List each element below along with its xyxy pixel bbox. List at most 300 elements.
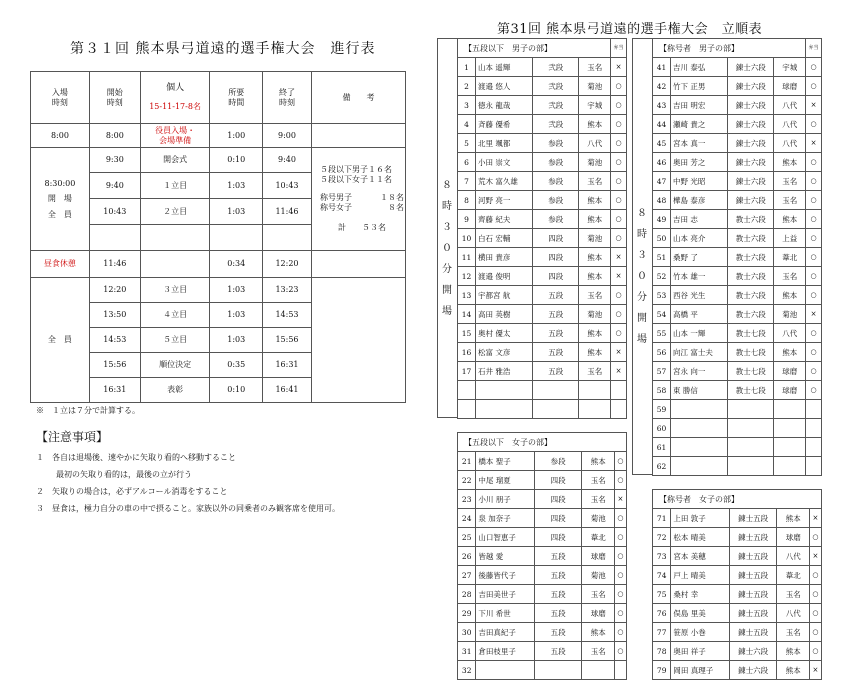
- entry-number: 45: [653, 134, 671, 153]
- entry-prefecture: 熊本: [774, 343, 806, 362]
- entry-rank: 弐段: [532, 115, 578, 134]
- entry-name: 小川 朋子: [476, 490, 534, 509]
- entry-prefecture: 球磨: [774, 381, 806, 400]
- entry-name: 河野 亮一: [475, 191, 532, 210]
- entry-row: [458, 509, 627, 528]
- entry-row: [653, 191, 822, 210]
- entry-rank: 錬士六段: [727, 134, 773, 153]
- entry-lunch-mark: ○: [809, 528, 821, 547]
- entry-rank: 四段: [532, 248, 578, 267]
- entry-row: [653, 604, 822, 623]
- entry-prefecture: 玉名: [582, 471, 614, 490]
- entry-prefecture: [774, 457, 806, 476]
- entry-prefecture: 八代: [774, 96, 806, 115]
- entry-row: [458, 248, 627, 267]
- entry-rank: 教士六段: [727, 248, 773, 267]
- entry-prefecture: 玉名: [579, 172, 611, 191]
- entry-number: 29: [458, 604, 476, 623]
- entry-prefecture: [774, 419, 806, 438]
- start-cell: 12:20: [89, 278, 140, 303]
- entry-number: 48: [653, 191, 671, 210]
- entry-lunch-mark: ○: [614, 642, 626, 661]
- entry-row: [653, 343, 822, 362]
- entry-prefecture: 熊本: [579, 210, 611, 229]
- entry-number: 21: [458, 452, 476, 471]
- entry-rank: 錬士五段: [729, 623, 777, 642]
- entry-row: [653, 210, 822, 229]
- entry-number: 28: [458, 585, 476, 604]
- entry-rank: 弐段: [532, 96, 578, 115]
- entry-row: [458, 96, 627, 115]
- entry-name: 泉 加奈子: [476, 509, 534, 528]
- end-cell: 9:40: [263, 148, 312, 173]
- entry-name: 吉田真紀子: [476, 623, 534, 642]
- entry-row: [653, 267, 822, 286]
- entry-number: 6: [458, 153, 476, 172]
- entry-name: 瀬崎 貴之: [670, 115, 727, 134]
- entry-number: 76: [653, 604, 671, 623]
- entry-row: [653, 585, 822, 604]
- entry-row: [653, 153, 822, 172]
- order-title: 第31回 熊本県弓道遠的選手権大会 立順表: [497, 22, 763, 37]
- entry-prefecture: 熊本: [579, 191, 611, 210]
- entry-row: [458, 490, 627, 509]
- remarks-count-row: [320, 203, 404, 213]
- entry-lunch-mark: ×: [611, 248, 627, 267]
- entry-lunch-mark: ○: [806, 267, 822, 286]
- entry-number: 32: [458, 661, 476, 680]
- header-required-time: 所要 時間: [210, 72, 263, 124]
- entry-prefecture: [579, 381, 611, 400]
- entry-number: 16: [458, 343, 476, 362]
- entry-lunch-mark: ○: [614, 471, 626, 490]
- band-char: ８: [442, 179, 452, 191]
- caution-item: １ 各自は退場後、速やかに矢取り看的へ移動すること: [36, 453, 236, 462]
- entry-lunch-mark: [806, 438, 822, 457]
- entry-number: 56: [653, 343, 671, 362]
- entry-row: [653, 362, 822, 381]
- entry-prefecture: 菊池: [579, 305, 611, 324]
- event-cell: [140, 251, 210, 278]
- entry-lunch-mark: ×: [809, 661, 821, 680]
- entry-lunch-mark: ○: [806, 229, 822, 248]
- entry-rank: 四段: [534, 528, 582, 547]
- entry-name: 吉川 泰弘: [670, 58, 727, 77]
- entry-rank: 五段: [532, 343, 578, 362]
- entry-number: 13: [458, 286, 476, 305]
- entry-number: 62: [653, 457, 671, 476]
- entry-rank: 五段: [534, 585, 582, 604]
- entry-rank: 五段: [534, 547, 582, 566]
- entry-prefecture: [579, 400, 611, 419]
- entry-row: [458, 229, 627, 248]
- entry-number: 3: [458, 96, 476, 115]
- entry-lunch-mark: ○: [809, 604, 821, 623]
- entry-name: 高橋 平: [670, 305, 727, 324]
- entry-number: 74: [653, 566, 671, 585]
- opening-time-text: [437, 175, 457, 322]
- entry-rank: 教士六段: [727, 267, 773, 286]
- entry-lunch-mark: [806, 457, 822, 476]
- entry-name: 下川 希世: [476, 604, 534, 623]
- entry-rank: 参段: [532, 134, 578, 153]
- entry-prefecture: 宇城: [579, 96, 611, 115]
- entry-row: [653, 324, 822, 343]
- remarks-count-label: 称号男子: [319, 193, 352, 202]
- band-char: 開: [637, 313, 647, 324]
- entry-name: [476, 661, 534, 680]
- entry-rank: 五段: [534, 642, 582, 661]
- entry-lunch-mark: ○: [806, 191, 822, 210]
- remarks-line: ５段以下男子１６名: [319, 165, 392, 174]
- entry-number: 46: [653, 153, 671, 172]
- mark-header: 弁当: [806, 39, 822, 58]
- entry-rank: 五段: [532, 362, 578, 381]
- entry-prefecture: 玉名: [777, 585, 809, 604]
- entry-rank: 教士六段: [727, 229, 773, 248]
- entry-row: [653, 248, 822, 267]
- entry-prefecture: 熊本: [774, 210, 806, 229]
- required-cell: 0:10: [210, 378, 263, 403]
- entry-rank: 参段: [532, 153, 578, 172]
- entry-rank: 参段: [532, 210, 578, 229]
- entry-name: 竹本 雄一: [670, 267, 727, 286]
- entry-number: 8: [458, 191, 476, 210]
- band-char: 開: [442, 284, 452, 296]
- entry-row: [653, 58, 822, 77]
- entry-lunch-mark: [614, 661, 626, 680]
- entry-number: 49: [653, 210, 671, 229]
- entry-row: [458, 267, 627, 286]
- entry-prefecture: 玉名: [777, 623, 809, 642]
- entry-row: [458, 362, 627, 381]
- entry-number: 42: [653, 77, 671, 96]
- entry-row: [653, 400, 822, 419]
- entry-number: 52: [653, 267, 671, 286]
- entry-name: 西谷 光生: [670, 286, 727, 305]
- entry-name: 宮永 向一: [670, 362, 727, 381]
- band-char: ０: [442, 242, 452, 254]
- entry-name: 山口智恵子: [476, 528, 534, 547]
- entry-number: 14: [458, 305, 476, 324]
- entry-lunch-mark: ○: [809, 623, 821, 642]
- entry-lunch-mark: ○: [809, 585, 821, 604]
- entry-name: [670, 438, 727, 457]
- band-char: ３: [637, 250, 647, 261]
- entry-rank: 弐段: [532, 58, 578, 77]
- entry-number: 4: [458, 115, 476, 134]
- group-title: 【五段以下 女子の部】: [458, 433, 627, 452]
- entry-name: 桑村 幸: [671, 585, 729, 604]
- entry-lunch-mark: [611, 400, 627, 419]
- header-entry-time: 入場 時刻: [31, 72, 90, 124]
- entry-number: 1: [458, 58, 476, 77]
- entry-lunch-mark: ×: [611, 362, 627, 381]
- entry-number: 61: [653, 438, 671, 457]
- entry-number: 75: [653, 585, 671, 604]
- event-cell: 順位決定: [140, 353, 210, 378]
- group-title: 【五段以下 男子の部】: [458, 39, 611, 58]
- entry-number: 24: [458, 509, 476, 528]
- entry-rank: 錬士六段: [727, 153, 773, 172]
- entry-row: [653, 661, 822, 680]
- entry-row: [653, 547, 822, 566]
- remarks-total: 計 ５３名: [337, 223, 386, 232]
- entry-rank: 教士六段: [727, 210, 773, 229]
- entry-row: [458, 172, 627, 191]
- entry-rank: 五段: [532, 324, 578, 343]
- entry-prefecture: 球磨: [774, 362, 806, 381]
- entry-prefecture: 宇城: [774, 58, 806, 77]
- entry-prefecture: 菊池: [579, 77, 611, 96]
- end-cell: 11:46: [263, 199, 312, 225]
- required-cell: 1:03: [210, 173, 263, 199]
- entry-row: [458, 191, 627, 210]
- event-cell: ４立目: [140, 303, 210, 328]
- required-cell: 0:34: [210, 251, 263, 278]
- entry-table: [457, 432, 627, 680]
- entry-number: 50: [653, 229, 671, 248]
- entry-rank: [532, 400, 578, 419]
- entry-row: [653, 286, 822, 305]
- entry-lunch-mark: ○: [806, 77, 822, 96]
- event-cell: 表彰: [140, 378, 210, 403]
- entry-number: 47: [653, 172, 671, 191]
- entry-rank: 教士七段: [727, 343, 773, 362]
- schedule-title: 第３１回 熊本県弓道遠的選手権大会 進行表: [70, 41, 376, 57]
- end-cell: 15:56: [263, 328, 312, 353]
- entry-row: [653, 419, 822, 438]
- entry-number: 10: [458, 229, 476, 248]
- entry-lunch-mark: [611, 381, 627, 400]
- entry-name: 中尾 瑠夏: [476, 471, 534, 490]
- entry-name: 松本 晴美: [671, 528, 729, 547]
- event-cell: ３立目: [140, 278, 210, 303]
- end-cell: 10:43: [263, 173, 312, 199]
- entry-name: [475, 400, 532, 419]
- entry-number: 72: [653, 528, 671, 547]
- entry-row: [458, 547, 627, 566]
- entry-rank: 四段: [534, 509, 582, 528]
- entry-rank: 五段: [534, 623, 582, 642]
- entry-name: 桑野 了: [670, 248, 727, 267]
- entry-rank: 教士六段: [727, 305, 773, 324]
- entry-prefecture: 玉名: [774, 191, 806, 210]
- end-cell: 16:31: [263, 353, 312, 378]
- end-cell: 16:41: [263, 378, 312, 403]
- opening-time-text: [632, 203, 652, 350]
- entry-name: 松富 文彦: [475, 343, 532, 362]
- entry-rank: 教士七段: [727, 381, 773, 400]
- entry-prefecture: 玉名: [774, 267, 806, 286]
- remarks-cell: [311, 124, 405, 148]
- entry-number: 25: [458, 528, 476, 547]
- entry-table: [652, 489, 822, 680]
- required-cell: 0:10: [210, 148, 263, 173]
- start-cell: [89, 225, 140, 251]
- entry-name: 橋本 聖子: [476, 452, 534, 471]
- entry-number: 79: [653, 661, 671, 680]
- entry-lunch-mark: ○: [806, 381, 822, 400]
- entry-name: 笹原 小巻: [671, 623, 729, 642]
- entry-row: [458, 661, 627, 680]
- entry-lunch-mark: ○: [806, 115, 822, 134]
- entry-row: [458, 115, 627, 134]
- entry-name: [670, 400, 727, 419]
- entry-number: 12: [458, 267, 476, 286]
- entry-rank: 錬士六段: [729, 642, 777, 661]
- entry-number: 11: [458, 248, 476, 267]
- entry-rank: 五段: [534, 604, 582, 623]
- entry-name: 宇都宮 航: [475, 286, 532, 305]
- entry-number: 30: [458, 623, 476, 642]
- entry-name: 後藤皆代子: [476, 566, 534, 585]
- entry-prefecture: 菊池: [579, 229, 611, 248]
- entry-number: 55: [653, 324, 671, 343]
- entry-rank: 五段: [532, 286, 578, 305]
- entry-row: [458, 623, 627, 642]
- entry-number: 73: [653, 547, 671, 566]
- entry-name: 山本 一輝: [670, 324, 727, 343]
- required-cell: 1:00: [210, 124, 263, 148]
- entry-prefecture: 菊池: [579, 153, 611, 172]
- entry-row: [458, 604, 627, 623]
- entry-name: 向江 富士夫: [670, 343, 727, 362]
- entry-name: 白石 宏輔: [475, 229, 532, 248]
- entry-rank: 錬士六段: [729, 661, 777, 680]
- required-cell: 0:35: [210, 353, 263, 378]
- entry-lunch-mark: ○: [614, 623, 626, 642]
- entry-prefecture: 葦北: [774, 248, 806, 267]
- entry-lunch-mark: ○: [611, 77, 627, 96]
- entry-row: [458, 471, 627, 490]
- entry-lunch-mark: ○: [614, 509, 626, 528]
- entry-name: 小田 崇文: [475, 153, 532, 172]
- entry-rank: 錬士五段: [729, 528, 777, 547]
- entry-number: 23: [458, 490, 476, 509]
- entry-name: 倉田枝里子: [476, 642, 534, 661]
- entry-row: [458, 210, 627, 229]
- entry-name: 吉田美世子: [476, 585, 534, 604]
- entry-prefecture: 熊本: [582, 623, 614, 642]
- entry-lunch-mark: ○: [809, 642, 821, 661]
- entry-lunch-mark: ○: [611, 96, 627, 115]
- entry-rank: 錬士六段: [727, 191, 773, 210]
- entry-prefecture: 熊本: [579, 115, 611, 134]
- entry-name: 宮本 真一: [670, 134, 727, 153]
- entry-rank: 錬士五段: [729, 509, 777, 528]
- entry-name: [670, 419, 727, 438]
- entry-rank: [727, 457, 773, 476]
- entry-prefecture: 球磨: [582, 604, 614, 623]
- entry-lunch-mark: [806, 400, 822, 419]
- entry-lunch-mark: ×: [809, 509, 821, 528]
- entry-row: [458, 528, 627, 547]
- entry-name: 渡邉 俊明: [475, 267, 532, 286]
- entry-prefecture: 熊本: [579, 248, 611, 267]
- entry-lunch-mark: ○: [806, 248, 822, 267]
- group-title: 【称号者 女子の部】: [653, 490, 822, 509]
- entry-prefecture: 八代: [774, 324, 806, 343]
- start-cell: 13:50: [89, 303, 140, 328]
- entry-lunch-mark: ○: [611, 172, 627, 191]
- entry-number: [458, 400, 476, 419]
- entry-row: [653, 134, 822, 153]
- entry-name: 北里 颯都: [475, 134, 532, 153]
- entry-row: [458, 305, 627, 324]
- start-cell: 15:56: [89, 353, 140, 378]
- entry-number: [458, 381, 476, 400]
- entry-lunch-mark: ○: [806, 343, 822, 362]
- entry-row: [653, 115, 822, 134]
- entry-lunch-mark: [806, 419, 822, 438]
- entry-lunch-mark: ×: [806, 96, 822, 115]
- start-cell: 10:43: [89, 199, 140, 225]
- start-cell: 9:30: [89, 148, 140, 173]
- entry-rank: 四段: [534, 471, 582, 490]
- remarks-block: [311, 148, 405, 251]
- entry-number: 15: [458, 324, 476, 343]
- required-cell: 1:03: [210, 278, 263, 303]
- entry-rank: 参段: [532, 191, 578, 210]
- entry-number: 59: [653, 400, 671, 419]
- entry-all-label: 全 員: [47, 209, 72, 219]
- band-char: 場: [442, 305, 452, 317]
- entry-rank: [727, 419, 773, 438]
- end-cell: 14:53: [263, 303, 312, 328]
- entry-prefecture: 球磨: [774, 77, 806, 96]
- entry-row: [653, 457, 822, 476]
- entry-row: [653, 566, 822, 585]
- entry-number: 41: [653, 58, 671, 77]
- entry-prefecture: 菊池: [774, 305, 806, 324]
- entry-row: [653, 96, 822, 115]
- entry-lunch-mark: ○: [806, 286, 822, 305]
- entry-table: [457, 38, 627, 419]
- caution-item: ３ 昼食は，極力自分の車の中で摂ること。家族以外の同乗者のみ観客席を使用可。: [36, 504, 340, 513]
- entry-row: [458, 566, 627, 585]
- entry-prefecture: [774, 400, 806, 419]
- caution-item: ２ 矢取りの場合は，必ずアルコール消毒をすること: [36, 487, 228, 496]
- entry-row: [653, 77, 822, 96]
- entry-open-label: 開 場: [47, 194, 72, 204]
- entry-lunch-mark: ○: [809, 566, 821, 585]
- entry-rank: 参段: [532, 172, 578, 191]
- start-cell: 8:00: [89, 124, 140, 148]
- entry-cell: 8:00: [31, 124, 90, 148]
- entry-row: [458, 642, 627, 661]
- end-cell: [263, 225, 312, 251]
- entry-rank: 錬士五段: [729, 547, 777, 566]
- entry-prefecture: 熊本: [777, 661, 809, 680]
- entry-lunch-mark: ×: [611, 343, 627, 362]
- entry-prefecture: 熊本: [579, 267, 611, 286]
- entry-lunch-mark: ○: [806, 58, 822, 77]
- remarks-cell: [311, 251, 405, 278]
- entry-lunch-mark: ○: [806, 210, 822, 229]
- entry-name: 齊藤 紀夫: [475, 210, 532, 229]
- entry-number: 51: [653, 248, 671, 267]
- entry-row: [653, 305, 822, 324]
- entry-lunch-mark: ○: [614, 528, 626, 547]
- entry-name: 山本 亮介: [670, 229, 727, 248]
- header-individual-label: 個人: [166, 82, 185, 93]
- entry-lunch-mark: ○: [611, 134, 627, 153]
- entry-number: 71: [653, 509, 671, 528]
- entry-name: 奥村 優太: [475, 324, 532, 343]
- header-individual-counts: 15-11-17-8名: [149, 102, 201, 112]
- entry-row: [653, 172, 822, 191]
